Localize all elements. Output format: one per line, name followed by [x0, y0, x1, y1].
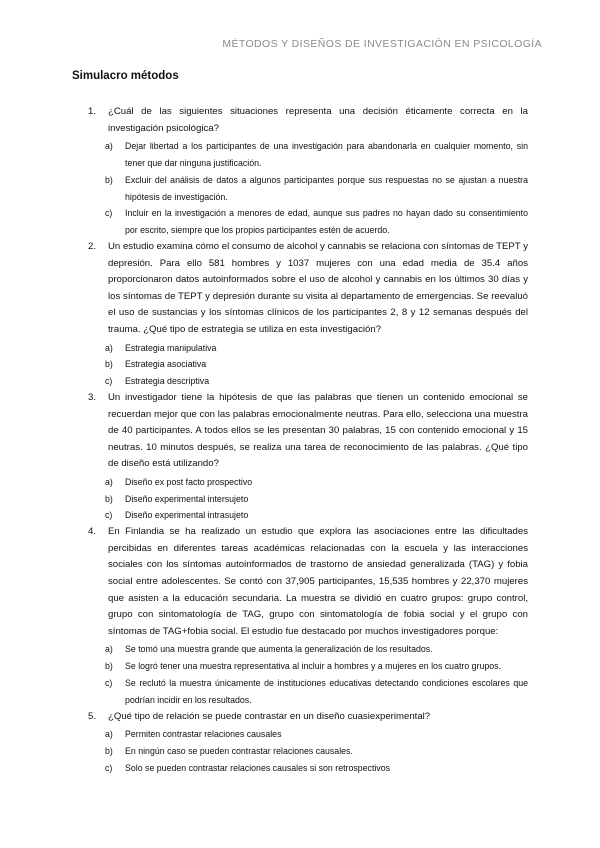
option-text: Diseño ex post facto prospectivo: [125, 476, 253, 487]
answer-option[interactable]: [88, 340, 528, 357]
option-text: Estrategia manipulativa: [125, 342, 217, 353]
answer-option[interactable]: [88, 641, 528, 658]
option-letter: b): [105, 661, 113, 672]
question-text: ¿Qué tipo de relación se puede contrastar en un diseño cuasiexperimental?: [108, 710, 431, 722]
question-number: 4.: [88, 526, 97, 538]
answer-option[interactable]: [88, 172, 528, 206]
option-letter: b): [105, 359, 113, 370]
answer-option[interactable]: [88, 474, 528, 491]
answer-option[interactable]: [88, 675, 528, 709]
question-item: [88, 390, 528, 524]
question-text: Un investigador tiene la hipótesis de que las palabras que tienen un contenido emocional se recuerdan mejor que con las palabras emocionalmente neutras. Para ello, selecciona una muestra de 40 participantes. A todos ellos se les presentan 30 palabras, 15 con contenido emocional y 15 neutras. 10 minutos después, se realiza una tarea de reconocimiento de las palabras. ¿Qué tipo de diseño está utilizando?: [108, 391, 528, 470]
option-text: Permiten contrastar relaciones causales: [125, 729, 282, 740]
option-text: Excluir del análisis de datos a algunos participantes porque sus respuestas no se ajustan a nuestra hipótesis de investigación.: [125, 174, 528, 202]
option-text: Estrategia asociativa: [125, 359, 207, 370]
option-text: Se tomó una muestra grande que aumenta la generalización de los resultados.: [125, 644, 433, 655]
option-text: Se reclutó la muestra únicamente de instituciones educativas detectando condiciones escolares que podrían incidir en los resultados.: [125, 678, 528, 705]
question-number: 5.: [88, 710, 97, 722]
option-text: Diseño experimental intrasujeto: [125, 510, 249, 521]
answer-option[interactable]: [88, 743, 528, 760]
question-number: 2.: [88, 240, 97, 252]
option-text: Estrategia descriptiva: [125, 376, 210, 387]
option-list: [88, 340, 528, 390]
question-number: 3.: [88, 391, 97, 403]
question-item: [88, 709, 528, 777]
question-text: Un estudio examina cómo el consumo de alcohol y cannabis se relaciona con síntomas de TEPT y depresión. Para ello 581 hombres y 1037 mujeres con una edad media de 35.4 años proporcionaron datos autoinformados sobre el uso de alcohol y cannabis en los últimos 30 días y los síntomas de TEPT y depresión durante su visita al departamento de emergencias. Se reevaluó el uso de sustancias y los síntomas clínicos de los participantes 2, 8 y 12 semanas después del trauma. ¿Qué tipo de estrategia se utiliza en esta investigación?: [108, 240, 528, 335]
option-text: En ningún caso se pueden contrastar relaciones causales.: [125, 746, 353, 757]
option-letter: a): [105, 342, 113, 353]
option-text: Incluir en la investigación a menores de edad, aunque sus padres no hayan dado su consentimiento por escrito, siempre que los propios participantes estén de acuerdo.: [125, 208, 528, 236]
option-letter: b): [105, 746, 113, 757]
option-text: Solo se pueden contrastar relaciones causales si son retrospectivos: [125, 762, 391, 773]
question-text: En Finlandia se ha realizado un estudio que explora las asociaciones entre las dificultades percibidas en diferentes tareas académicas relacionadas con la escuela y las interacciones sociales con los síntomas autoinformados de trastorno de ansiedad generalizada (TAG) y fobia social entre adolescentes. Se contó con 37,905 participantes, 15,535 hombres y 22,370 mujeres que asisten a la educación secundaria. La muestra se dividió en cuatro grupos: grupo control, grupo con sintomatología de TAG, grupo con sintomatología de fobia social y el grupo con síntomas de TAG+fobia social. El estudio fue destacado por muchos investigadores porque:: [108, 526, 528, 637]
option-letter: c): [105, 376, 113, 387]
question-number: 1.: [88, 106, 97, 117]
question-text-block: [88, 239, 528, 339]
option-list: [88, 641, 528, 708]
answer-option[interactable]: [88, 507, 528, 524]
option-letter: c): [105, 510, 113, 521]
option-letter: a): [105, 476, 113, 487]
option-text: Se logró tener una muestra representativa al incluir a hombres y a mujeres en los cuatro grupos.: [125, 661, 502, 672]
answer-option[interactable]: [88, 138, 528, 172]
option-list: [88, 474, 528, 524]
question-item: [88, 104, 528, 239]
answer-option[interactable]: [88, 205, 528, 239]
question-text-block: [88, 104, 528, 137]
option-letter: a): [105, 729, 113, 740]
option-letter: c): [105, 678, 113, 689]
answer-option[interactable]: [88, 760, 528, 777]
option-list: [88, 138, 528, 239]
answer-option[interactable]: [88, 491, 528, 508]
option-letter: c): [105, 208, 113, 219]
option-text: Diseño experimental intersujeto: [125, 493, 249, 504]
question-text: ¿Cuál de las siguientes situaciones representa una decisión éticamente correcta en la investigación psicológica?: [108, 106, 528, 134]
option-letter: a): [105, 644, 113, 655]
answer-option[interactable]: [88, 356, 528, 373]
option-list: [88, 726, 528, 776]
page-header: MÉTODOS Y DISEÑOS DE INVESTIGACIÓN EN PSICOLOGÍA: [222, 38, 542, 50]
document-title: Simulacro métodos: [72, 70, 179, 82]
question-text-block: [88, 709, 528, 726]
answer-option[interactable]: [88, 658, 528, 675]
question-item: [88, 524, 528, 708]
option-letter: b): [105, 493, 113, 504]
question-text-block: [88, 524, 528, 640]
option-letter: a): [105, 141, 113, 152]
question-item: [88, 239, 528, 390]
option-text: Dejar libertad a los participantes de una investigación para abandonarla en cualquier momento, sin tener que dar ninguna justificación.: [125, 141, 528, 168]
answer-option[interactable]: [88, 726, 528, 743]
question-text-block: [88, 390, 528, 473]
option-letter: b): [105, 174, 113, 185]
answer-option[interactable]: [88, 373, 528, 390]
question-list: [88, 104, 528, 777]
option-letter: c): [105, 762, 113, 773]
